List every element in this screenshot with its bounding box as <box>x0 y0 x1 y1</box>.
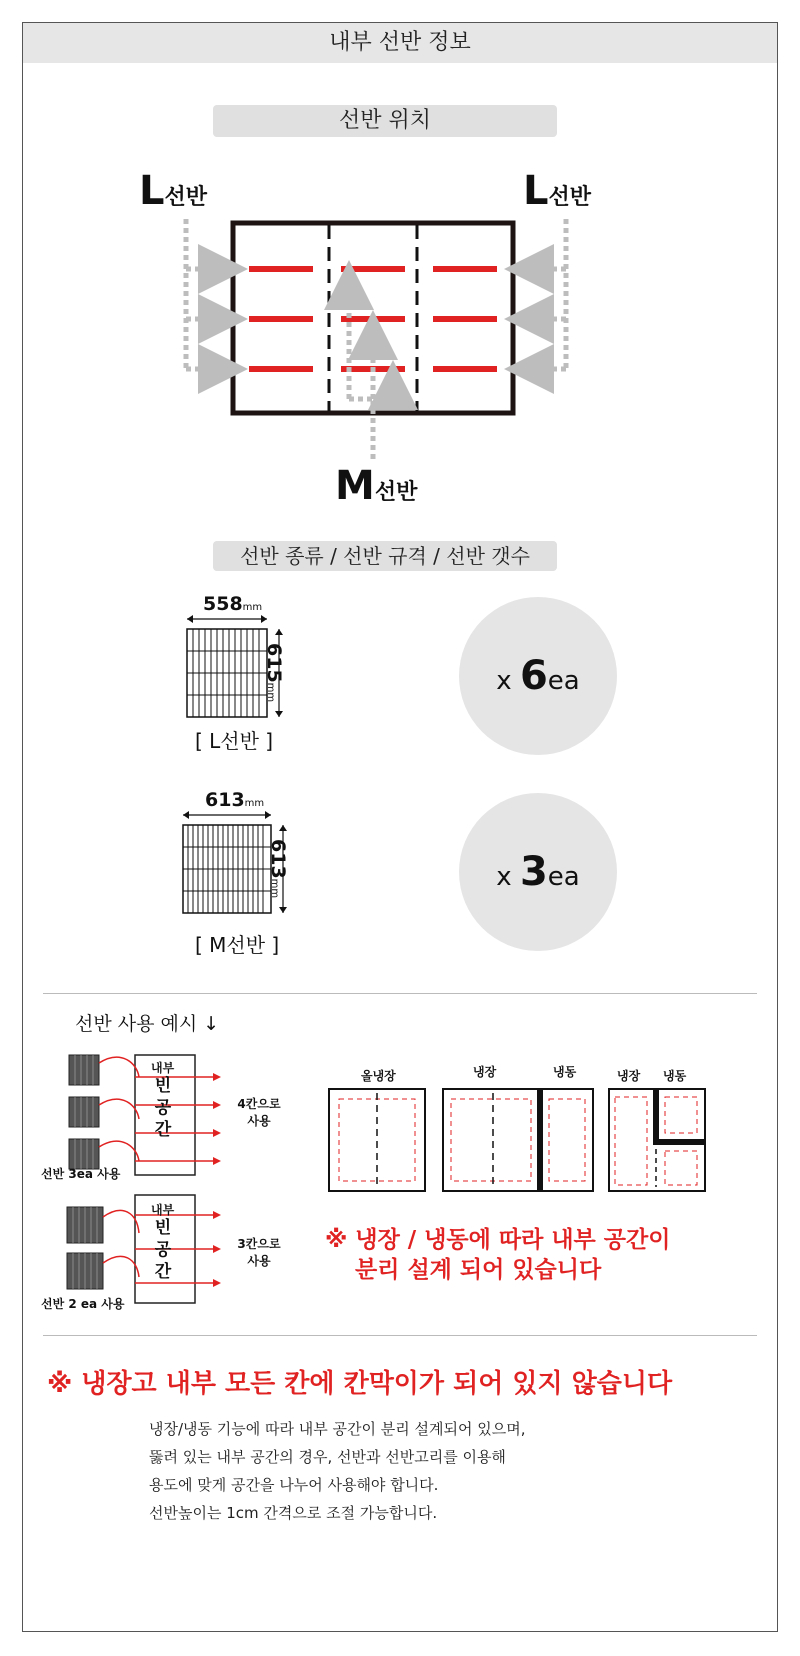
l-shelf-name: [ L선반 ] <box>195 729 274 753</box>
notice-title: ※ 냉장고 내부 모든 칸에 칸막이가 되어 있지 않습니다 <box>47 1369 673 1399</box>
left-shelf-label: L선반 <box>139 168 208 214</box>
fridge-layout-diagrams <box>323 1085 743 1195</box>
example-1-box-chars: 빈 공 간 <box>154 1076 172 1140</box>
divider-2 <box>43 1335 757 1336</box>
usage-section-title: 선반 사용 예시 ↓ <box>75 1013 220 1035</box>
m-shelf-count: x 3ea <box>459 793 617 951</box>
m-shelf-width: 613mm <box>205 789 265 811</box>
notice-body: 냉장/냉동 기능에 따라 내부 공간이 분리 설계되어 있으며, 뚫려 있는 내부 공간의 경우, 선반과 선반고리를 이용해 용도에 맞게 공간을 나누어 사용해야 합니다. 선반높이는 1cm 간격으로 조절 가능합니다. <box>149 1420 526 1522</box>
example-1-caption: 선반 3ea 사용 <box>41 1167 121 1181</box>
m-shelf-name: [ M선반 ] <box>195 933 280 957</box>
shelf-position-diagram <box>23 23 779 503</box>
example-2-box-top: 내부 <box>151 1203 175 1217</box>
example-2-caption: 선반 2 ea 사용 <box>41 1297 125 1311</box>
spec-section-title: 선반 종류 / 선반 규격 / 선반 갯수 <box>213 541 557 571</box>
middle-shelf-label: M선반 <box>335 463 418 509</box>
label-freezer-1: 냉동 <box>553 1065 577 1079</box>
usage-example-3-shelves <box>41 1053 241 1183</box>
left-insert-arrows <box>186 219 223 369</box>
right-insert-arrows <box>529 219 566 369</box>
label-fridge-1: 냉장 <box>473 1065 497 1079</box>
example-2-box-chars: 빈 공 간 <box>154 1218 172 1282</box>
m-shelf-drawing <box>173 809 313 921</box>
example-1-result: 4칸으로 사용 <box>237 1097 281 1128</box>
label-all-fridge: 올냉장 <box>361 1069 396 1083</box>
m-shelf-height: 613mm <box>267 839 289 899</box>
example-2-result: 3칸으로 사용 <box>237 1237 281 1268</box>
label-freezer-2: 냉동 <box>663 1069 687 1083</box>
l-shelf-count: x 6ea <box>459 597 617 755</box>
label-fridge-2: 냉장 <box>617 1069 641 1083</box>
position-section-title: 선반 위치 <box>213 105 557 137</box>
right-shelf-label: L선반 <box>523 168 592 214</box>
page-title: 내부 선반 정보 <box>23 23 777 63</box>
l-shelf-drawing <box>173 613 313 725</box>
l-shelf-height: 615mm <box>263 643 285 703</box>
page-frame <box>22 22 778 1632</box>
divider-1 <box>43 993 757 994</box>
separation-note: ※ 냉장 / 냉동에 따라 내부 공간이 분리 설계 되어 있습니다 <box>325 1227 671 1283</box>
example-1-box-top: 내부 <box>151 1061 175 1075</box>
l-shelf-width: 558mm <box>203 593 263 615</box>
